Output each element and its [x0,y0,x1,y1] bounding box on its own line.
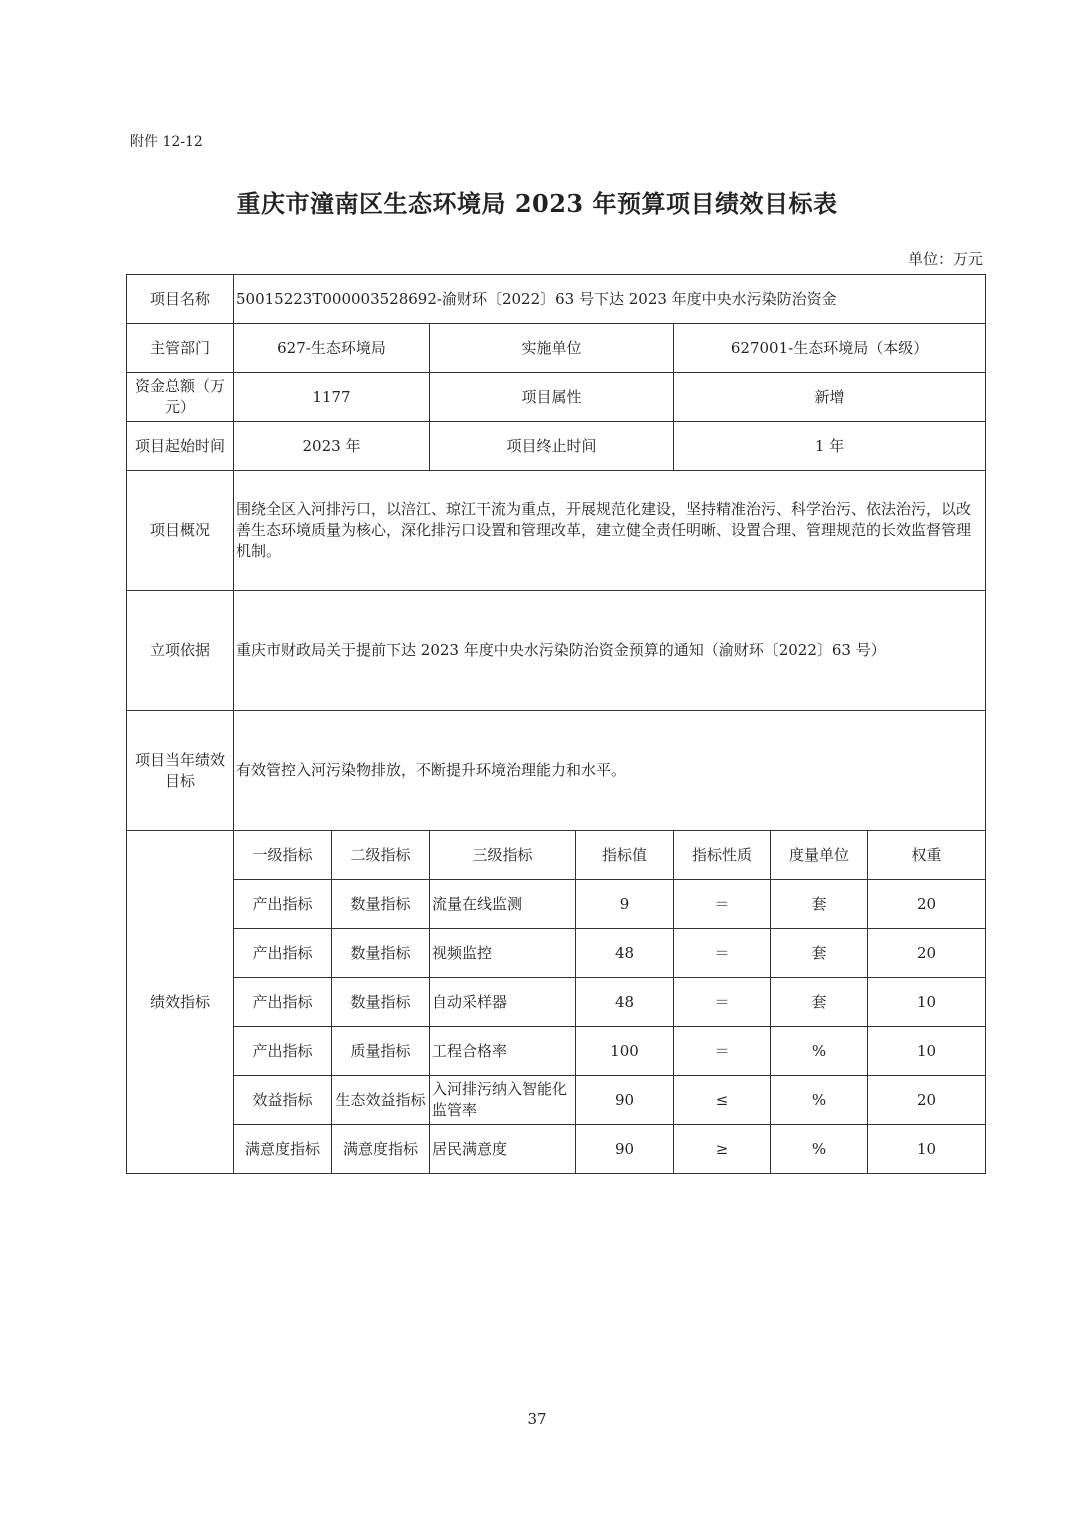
weight-cell: 20 [868,880,986,929]
dept-label: 主管部门 [127,324,234,373]
weight-cell: 10 [868,1125,986,1174]
nature-cell: ＝ [674,1027,771,1076]
header-weight: 权重 [868,831,986,880]
unit-cell: 套 [771,929,868,978]
level3-cell: 工程合格率 [430,1027,576,1076]
overview-value: 围绕全区入河排污口，以涪江、琼江干流为重点，开展规范化建设，坚持精准治污、科学治污、依法治污，以改善生态环境质量为核心，深化排污口设置和管理改革，建立健全责任明晰、设置合理、管理规范的长效监督管理机制。 [234,471,986,591]
level1-cell: 产出指标 [234,929,332,978]
indicator-row [127,978,986,1027]
project-name-label: 项目名称 [127,275,234,324]
dept-value: 627-生态环境局 [234,324,430,373]
header-nature: 指标性质 [674,831,771,880]
level3-cell: 视频监控 [430,929,576,978]
indicator-header-row [127,831,986,880]
attr-label: 项目属性 [430,373,674,422]
unit-cell: % [771,1125,868,1174]
indicator-row [127,929,986,978]
weight-cell: 20 [868,1076,986,1125]
page-title: 重庆市潼南区生态环境局 2023 年预算项目绩效目标表 [236,189,838,218]
end-value: 1 年 [674,422,986,471]
start-label: 项目起始时间 [127,422,234,471]
level2-cell: 满意度指标 [332,1125,430,1174]
goal-label: 项目当年绩效目标 [127,711,234,831]
indicator-row [127,1076,986,1125]
fund-label: 资金总额（万元） [127,373,234,422]
header-level1: 一级指标 [234,831,332,880]
row-project-name [127,275,986,324]
impl-value: 627001-生态环境局（本级） [674,324,986,373]
level1-cell: 满意度指标 [234,1125,332,1174]
row-department [127,324,986,373]
end-label: 项目终止时间 [430,422,674,471]
nature-cell: ＝ [674,929,771,978]
basis-label: 立项依据 [127,591,234,711]
unit-cell: 套 [771,978,868,1027]
row-basis [127,591,986,711]
level2-cell: 生态效益指标 [332,1076,430,1125]
row-period [127,422,986,471]
unit-cell: % [771,1076,868,1125]
indicator-row [127,1125,986,1174]
weight-cell: 10 [868,978,986,1027]
header-level2: 二级指标 [332,831,430,880]
row-fund [127,373,986,422]
impl-label: 实施单位 [430,324,674,373]
page-number: 37 [527,1410,547,1428]
performance-target-table [126,274,986,1174]
value-cell: 9 [576,880,674,929]
level3-cell: 居民满意度 [430,1125,576,1174]
value-cell: 90 [576,1125,674,1174]
unit-cell: % [771,1027,868,1076]
level1-cell: 效益指标 [234,1076,332,1125]
start-value: 2023 年 [234,422,430,471]
basis-value: 重庆市财政局关于提前下达 2023 年度中央水污染防治资金预算的通知（渝财环〔2022〕63 号） [234,591,986,711]
value-cell: 100 [576,1027,674,1076]
level2-cell: 数量指标 [332,978,430,1027]
attr-value: 新增 [674,373,986,422]
weight-cell: 20 [868,929,986,978]
row-goal [127,711,986,831]
fund-value: 1177 [234,373,430,422]
unit-cell: 套 [771,880,868,929]
level3-cell: 自动采样器 [430,978,576,1027]
level2-cell: 数量指标 [332,929,430,978]
weight-cell: 10 [868,1027,986,1076]
level1-cell: 产出指标 [234,880,332,929]
value-cell: 90 [576,1076,674,1125]
value-cell: 48 [576,978,674,1027]
header-unit: 度量单位 [771,831,868,880]
level2-cell: 数量指标 [332,880,430,929]
indicator-row [127,880,986,929]
header-level3: 三级指标 [430,831,576,880]
level1-cell: 产出指标 [234,978,332,1027]
nature-cell: ≥ [674,1125,771,1174]
level3-cell: 流量在线监测 [430,880,576,929]
nature-cell: ≤ [674,1076,771,1125]
nature-cell: ＝ [674,880,771,929]
level2-cell: 质量指标 [332,1027,430,1076]
performance-label: 绩效指标 [127,831,234,1174]
header-value: 指标值 [576,831,674,880]
unit-label: 单位：万元 [907,250,983,268]
level1-cell: 产出指标 [234,1027,332,1076]
nature-cell: ＝ [674,978,771,1027]
goal-value: 有效管控入河污染物排放，不断提升环境治理能力和水平。 [234,711,986,831]
level3-cell: 入河排污纳入智能化监管率 [430,1076,576,1125]
value-cell: 48 [576,929,674,978]
row-overview [127,471,986,591]
attachment-label: 附件 12-12 [130,134,203,150]
project-name-value: 50015223T000003528692-渝财环〔2022〕63 号下达 2023 年度中央水污染防治资金 [234,275,986,324]
indicator-row [127,1027,986,1076]
overview-label: 项目概况 [127,471,234,591]
